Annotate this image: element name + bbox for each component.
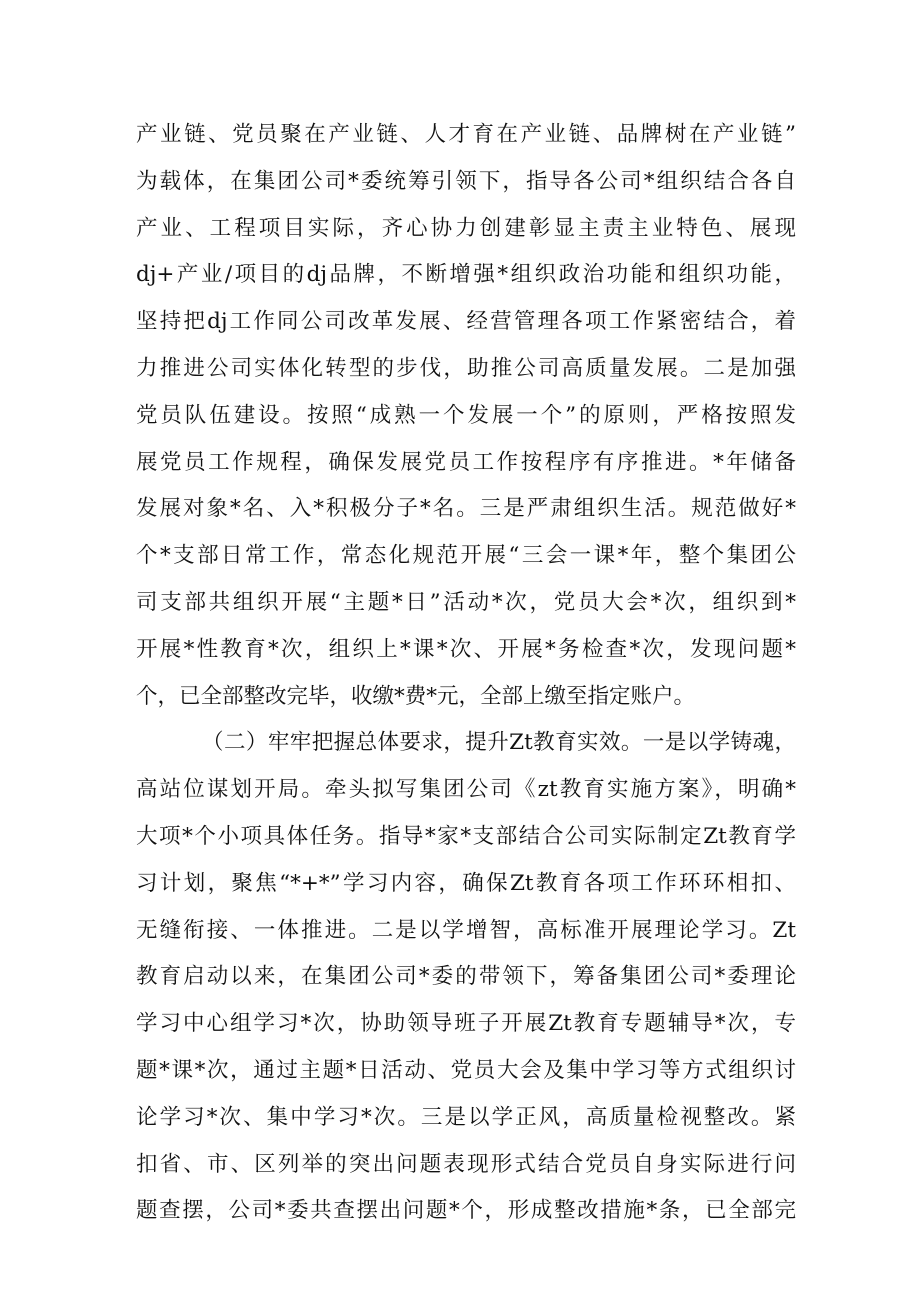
paragraph-1: [136, 112, 796, 720]
text-line: 教育启动以来，在集团公司*委的带领下，筹备集团公司*委理论: [136, 964, 796, 990]
text-line: 高站位谋划开局。牵头拟写集团公司《zt教育实施方案》，明确*: [136, 777, 796, 803]
text-line: 扣省、市、区列举的突出问题表现形式结合党员自身实际进行问: [136, 1151, 796, 1177]
text-line: 产业链、党员聚在产业链、人才育在产业链、品牌树在产业链”: [136, 122, 796, 147]
text-line: 个，已全部整改完毕，收缴*费*元，全部上缴至指定账户。: [136, 683, 696, 709]
text-line: 无缝衔接、一体推进。二是以学增智，高标准开展理论学习。Zt: [136, 917, 796, 943]
text-line: 开展*性教育*次，组织上*课*次、开展*务检查*次，发现问题*: [136, 636, 796, 662]
text-line: dj+产业/项目的dj品牌，不断增强*组织政治功能和组织功能，: [136, 262, 796, 288]
text-line: 论学习*次、集中学习*次。三是以学正风，高质量检视整改。紧: [136, 1104, 796, 1130]
text-line: 为载体，在集团公司*委统筹引领下，指导各公司*组织结合各自: [136, 168, 796, 194]
text-line: 力推进公司实体化转型的步伐，助推公司高质量发展。二是加强: [136, 355, 796, 381]
text-line: 题查摆，公司*委共查摆出问题*个，形成整改措施*条，已全部完: [136, 1198, 796, 1224]
text-line: 展党员工作规程，确保发展党员工作按程序有序推进。*年储备: [136, 449, 796, 475]
text-line: 个*支部日常工作，常态化规范开展“三会一课*年，整个集团公: [136, 543, 796, 569]
document-body: [136, 112, 796, 1235]
text-line: 题*课*次，通过主题*日活动、党员大会及集中学习等方式组织讨: [136, 1057, 796, 1083]
text-line: 大项*个小项具体任务。指导*家*支部结合公司实际制定Zt教育学: [136, 823, 796, 849]
text-line: 党员队伍建设。按照“成熟一个发展一个”的原则，严格按照发: [136, 402, 796, 428]
text-line: 发展对象*名、入*积极分子*名。三是严肃组织生活。规范做好*: [136, 496, 796, 522]
paragraph-2: [136, 720, 796, 1235]
text-line: 产业、工程项目实际，齐心协力创建彰显主责主业特色、展现: [136, 215, 796, 241]
text-line: 司支部共组织开展“主题*日”活动*次，党员大会*次，组织到*: [136, 589, 796, 615]
section-heading-line: （二）牢牢把握总体要求，提升Zt教育实效。一是以学铸魂，: [202, 730, 796, 756]
text-line: 坚持把dj工作同公司改革发展、经营管理各项工作紧密结合，着: [136, 309, 796, 335]
text-line: 学习中心组学习*次，协助领导班子开展Zt教育专题辅导*次，专: [136, 1011, 796, 1037]
text-line: 习计划，聚焦“*+*”学习内容，确保Zt教育各项工作环环相扣、: [136, 870, 796, 896]
